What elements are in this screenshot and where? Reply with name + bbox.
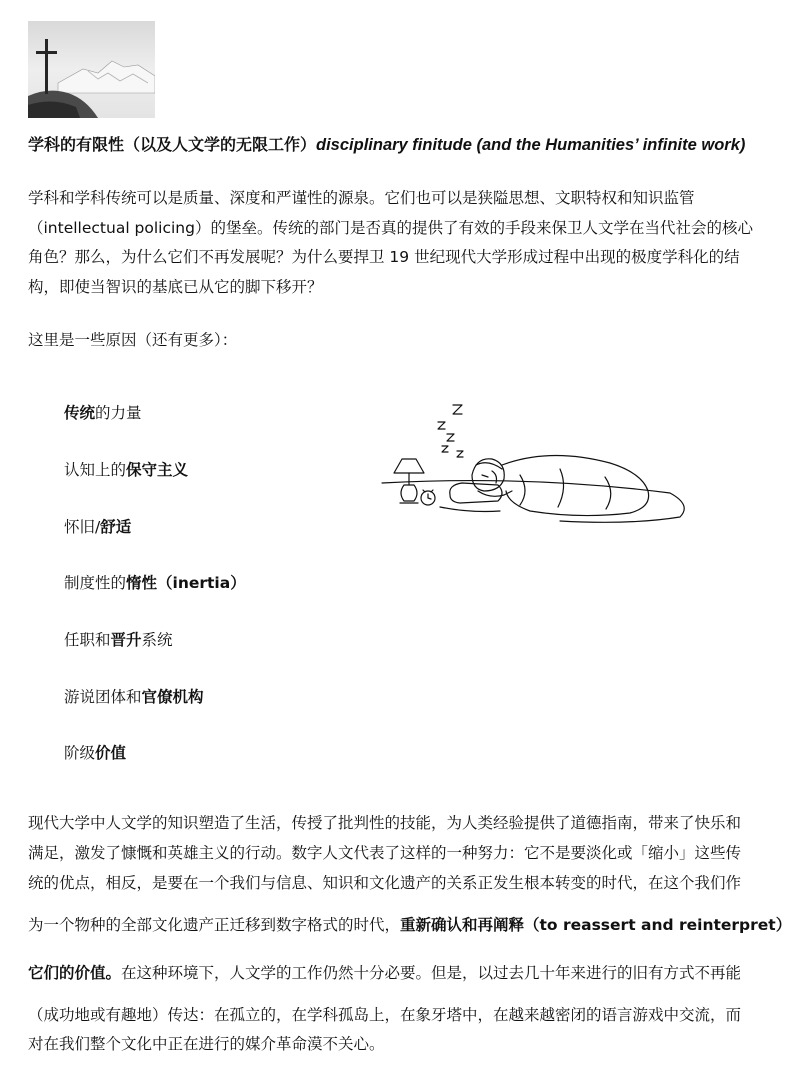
- title-zh: 学科的有限性（以及人文学的无限工作）: [28, 135, 317, 154]
- reason-text: 怀旧/: [64, 518, 101, 536]
- reason-text: 任职和: [64, 631, 111, 649]
- reason-text: 阶级: [64, 744, 96, 762]
- title-en: disciplinary finitude (and the Humanities’ infinite work): [316, 136, 746, 154]
- reason-item: [64, 628, 173, 650]
- reason-text: 的力量: [95, 404, 142, 422]
- reason-item: [64, 401, 142, 423]
- reason-bold: 晋升: [110, 631, 142, 649]
- reason-item: [64, 685, 204, 707]
- reason-bold: 惰性（inertia）: [126, 574, 246, 592]
- zzz-icon: [438, 405, 463, 457]
- paragraph-line: 对在我们整个文化中正在进行的媒介革命漠不关心。: [28, 1035, 385, 1053]
- reason-item: [64, 571, 246, 593]
- paragraph-line: 现代大学中人文学的知识塑造了生活，传授了批判性的技能，为人类经验提供了道德指南，带来了快乐和: [28, 814, 742, 832]
- paragraph-line: [28, 958, 788, 988]
- paragraph-line: （成功地或有趣地）传达：在孤立的，在学科孤岛上，在象牙塔中，在越来越密闭的语言游戏中交流，而: [28, 1005, 742, 1024]
- paragraph-line: 统的优点，相反，是要在一个我们与信息、知识和文化遗产的关系正发生根本转变的时代，在这个我们作: [28, 874, 742, 892]
- reason-text: 认知上的: [64, 461, 127, 479]
- reason-item: [64, 515, 131, 537]
- paragraph-text: 为一个物种的全部文化遗产正迁移到数字格式的时代，: [28, 916, 401, 934]
- paragraph-1: [28, 184, 788, 302]
- paragraph-line: 学科和学科传统可以是质量、深度和严谨性的源泉。它们也可以是狭隘思想、文职特权和知识监管: [28, 189, 695, 207]
- paragraph-line: 满足，激发了慷慨和英雄主义的行动。数字人文代表了这样的一种努力：它不是要淡化或「缩小」这些传: [28, 844, 742, 862]
- paragraph-line: [28, 910, 792, 940]
- paragraph-line: 构，即使当智识的基底已从它的脚下移开？: [28, 277, 323, 296]
- reason-item: [64, 458, 188, 480]
- paragraph-bold: 重新确认和再阐释（to reassert and reinterpret）: [400, 916, 792, 934]
- alarm-clock-icon: [421, 490, 435, 505]
- reason-bold: 保守主义: [126, 461, 189, 479]
- paragraph-text: 在这种环境下，人文学的工作仍然十分必要。但是，以过去几十年来进行的旧有方式不再能: [121, 964, 742, 982]
- sleeping-person-illustration: [380, 395, 692, 525]
- reason-item: [64, 741, 126, 763]
- paragraph-line: （intellectual policing）的堡垒。传统的部门是否真的提供了有效的手段来保卫人文学在当代社会的核心: [28, 218, 753, 237]
- paragraph-line: 角色？那么，为什么它们不再发展呢？为什么要捍卫 19 世纪现代大学形成过程中出现的极度学科化的结: [28, 248, 740, 266]
- header-photo: [28, 21, 155, 118]
- reason-bold: 舒适: [100, 518, 132, 536]
- reason-text: 制度性的: [64, 574, 127, 592]
- paragraph-3: [28, 808, 792, 940]
- reason-bold: 传统: [64, 404, 96, 422]
- cross-on-mountain-photo: [28, 21, 155, 118]
- reason-bold: 官僚机构: [141, 688, 204, 706]
- paragraph-bold: 它们的价值。: [28, 964, 122, 982]
- section-title: [28, 132, 798, 155]
- reason-bold: 价值: [95, 744, 127, 762]
- paragraph-4: [28, 958, 788, 1059]
- reason-text: 游说团体和: [64, 688, 142, 706]
- reasons-intro: 这里是一些原因（还有更多）：: [28, 331, 238, 349]
- reason-text: 系统: [141, 631, 173, 649]
